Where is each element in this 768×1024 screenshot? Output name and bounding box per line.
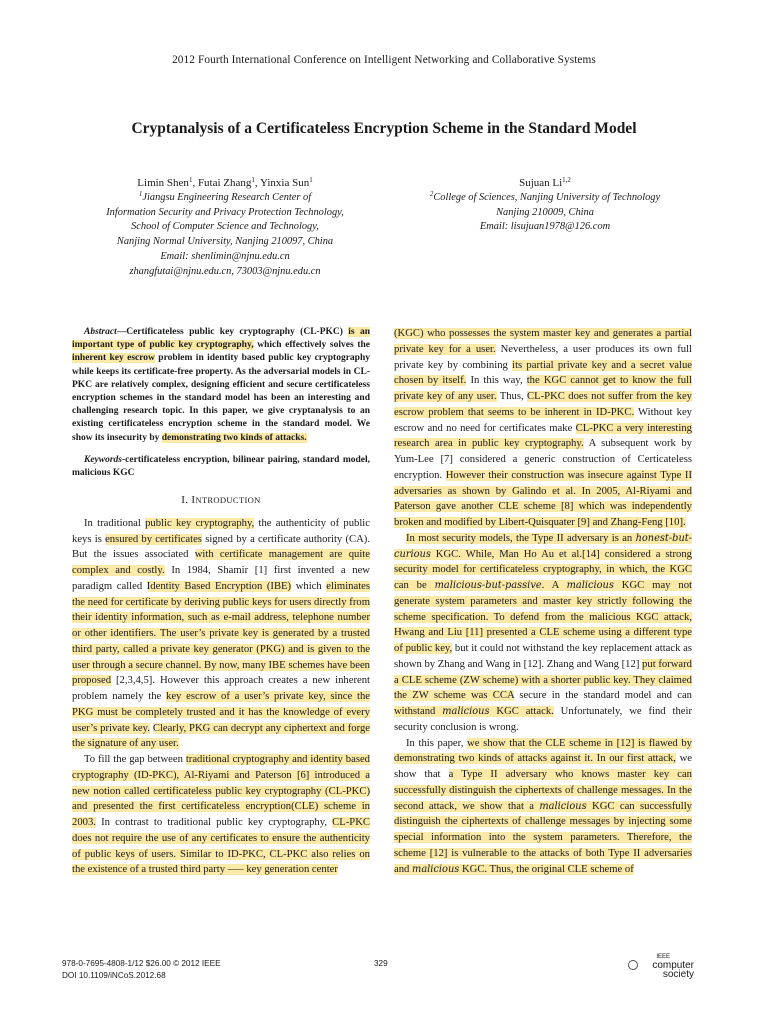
author-email: Email: lisujuan1978@126.com [479,221,611,233]
affiliation-line: Nanjing Normal University, Nanjing 210097, China [116,236,334,248]
author-names: Limin Shen$^1$, Futai Zhang$^1$, Yinxia Sun$^1$ [137,176,313,189]
body-paragraph: (KGC) who possesses the system master key and generates a partial private key for a user. Nevertheless, a user produces its own full private key by combining its partial private key and a secret value chosen by itself. In this way, the KGC cannot get to know the full private key of any user. Thus, CL-PKC does not suffer from the key escrow problem that seems to be inherent in ID-PKC. Without key escrow and no need for certificates make CL-PKC a very interesting research area in public key cryptography. A subsequent work by Yum-Lee [7] considered a generic construction of Certicateless encryption. However their construction was insecure against Type II adversaries as shown by Galindo et al. In 2005, Al-Riyami and Paterson gave another CLE scheme [8] which was independently broken and modified by Libert-Quisquater [9] and Zhang-Feng [10]. [394,328,693,528]
body-paragraph: In traditional public key cryptography, the authenticity of public keys is ensured by certificates signed by a certificate authority (CA). But the issues associated with certificate management are quite complex and costly. In 1984, Shamir [1] first invented a new paradigm called Identity Based Encryption (IBE) which eliminates the need for certificate by deriving public keys for users directly from their identity information, such as e-mail address, telephone number or other identifiers. The user’s private key is generated by a trusted third party, called a private key generator (PKG) and is given to the user through a secure channel. By now, many IBE schemes have been proposed [2,3,4,5]. However this approach creates a new inherent problem namely the key escrow of a user’s private key, since the PKG must be completely trusted and it has the knowledge of every user’s private key. Clearly, PKG can decrypt any ciphertext and forge the signature of any user. [72,517,371,750]
left-column [72,326,370,878]
footer-isbn [62,958,221,982]
affiliation-line: Information Security and Privacy Protection Technology, [106,206,344,218]
author-names: Sujuan Li$^{1,2}$ [519,176,571,189]
body-paragraph: To fill the gap between traditional cryptography and identity based cryptography (ID-PKC), Al-Riyami and Paterson [6] introduced a new notion called certificateless public key cryptography (CL-PKC) and presented the first certificateless encryption(CLE) scheme in 2003. In contrast to traditional public key cryptography, CL-PKC does not require the use of any certificates to ensure the authenticity of public keys of users. Similar to ID-PKC, CL-PKC also relies on the existence of a trusted third party —– key generation center [72,754,371,876]
page-number: 329 [374,959,388,968]
ieee-computer-society-logo: IEEE computer society [628,954,694,980]
authors-left [70,176,380,280]
affiliation-line: Nanjing 210009, China [496,206,594,218]
abstract: Abstract—Certificateless public key cryptography (CL-PKC) is an important type of public key cryptography, which effectively solves the inherent key escrow problem in identity based public key cryptography while keeps its certificate-free property. As the adversarial models in CL-PKC are relatively complex, designing efficient and secure certificateless encryption schemes in the standard model has been an interesting and challenging research topic. In this paper, we give cryptanalysis to an existing certificateless encryption scheme in the standard model. We show its insecurity by demonstrating two kinds of attacks. [72,327,370,443]
section-heading: I. INTRODUCTION [181,494,261,507]
isbn-line: 978-0-7695-4808-1/12 $26.00 © 2012 IEEE [62,959,221,968]
conference-name: 2012 Fourth International Conference on Intelligent Networking and Collaborative Systems [172,54,596,66]
paper-title: Cryptanalysis of a Certificateless Encryption Scheme in the Standard Model [131,120,637,137]
ieee-logo-icon [628,960,638,970]
affiliation: $^1$Jiangsu Engineering Research Center of [138,189,312,203]
affiliation: $^2$College of Sciences, Nanjing University of Technology [429,189,661,203]
doi-line: DOI 10.1109/iNCoS.2012.68 [62,971,166,980]
author-email: Email: shenlimin@njnu.edu.cn [160,250,290,262]
right-column [394,326,692,877]
body-paragraph: In most security models, the Type II adversary is an honest-but-curious KGC. While, Man Ho Au et al.[14] considered a strong security model for certificateless cryptography, in which, the KGC can be malicious-but-passive. A malicious KGC may not generate system parameters and master key strictly following the scheme specification. To defend from the malicious KGC attack, Hwang and Liu [11] presented a CLE scheme using a different type of public key, but it could not withstand the key replacement attack as shown by Zhang and Wang in [12]. Zhang and Wang [12] put forward a CLE scheme (ZW scheme) with a shorter public key. They claimed the ZW scheme was CCA secure in the standard model and can withstand malicious KGC attack. Unfortunately, we find their security conclusion is wrong. [394,532,693,733]
author-email: zhangfutai@njnu.edu.cn, 73003@njnu.edu.cn [129,265,321,277]
keywords: Keywords-certificateless encryption, bilinear pairing, standard model, malicious KGC [72,454,370,479]
authors-right [390,176,700,235]
body-paragraph: In this paper, we show that the CLE scheme in [12] is flawed by demonstrating two kinds of attacks against it. In our first attack, we show that a Type II adversary who knows master key can successfully distinguish the ciphertexts of challenge messages. In the second attack, we show that a malicious KGC can successfully distinguish the ciphertexts of challenge messages by injecting some special information into the system parameters. Therefore, the scheme [12] is vulnerable to the attacks of both Type II adversaries and malicious KGC. Thus, the original CLE scheme of [394,737,693,875]
affiliation-line: School of Computer Science and Technology, [131,221,319,233]
